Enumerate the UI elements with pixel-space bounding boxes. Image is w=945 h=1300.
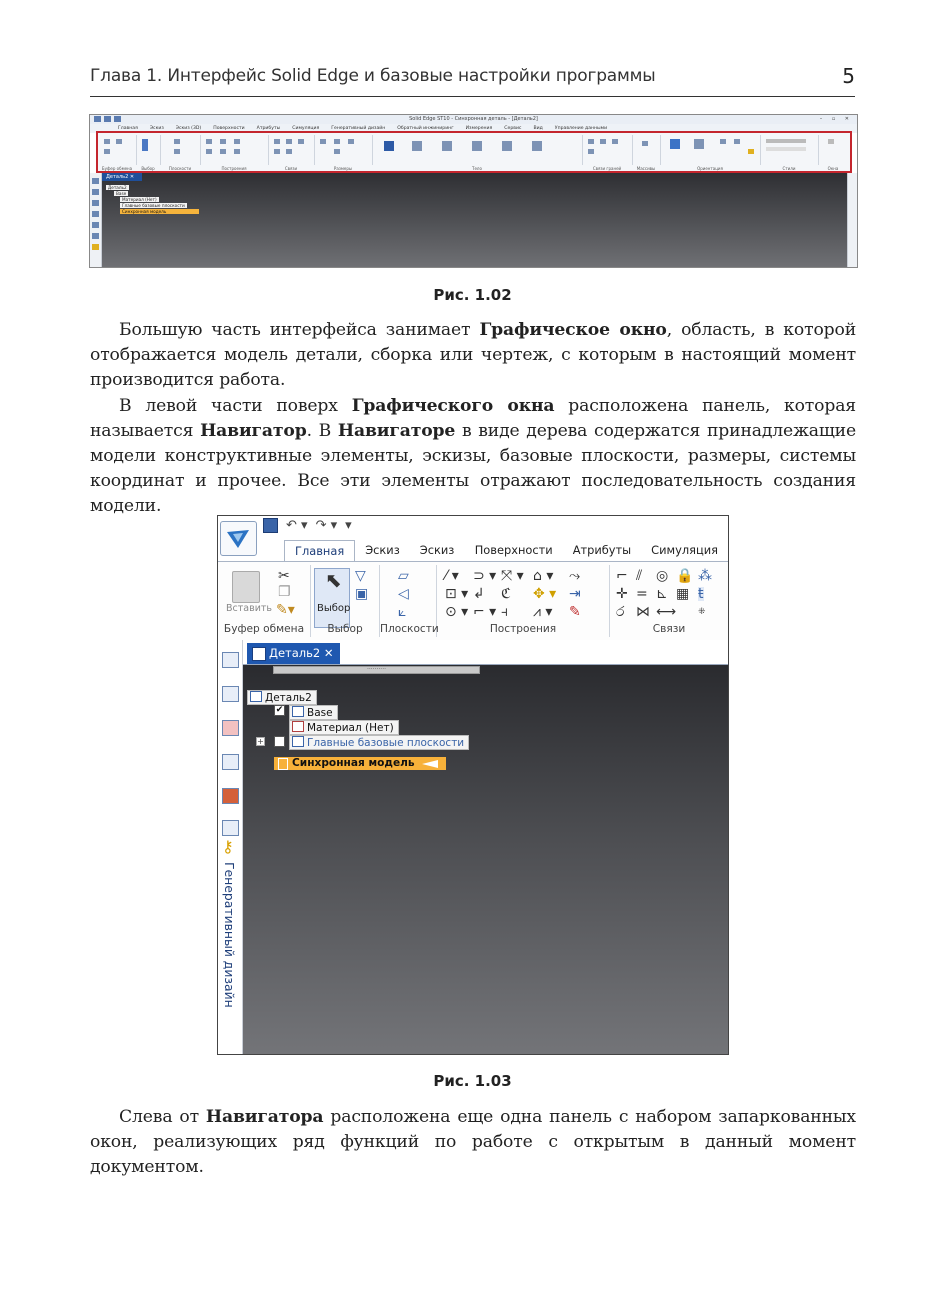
- undo-icon[interactable]: ↶ ▾: [286, 518, 308, 533]
- fig2-group: Окна: [818, 135, 848, 165]
- caption-fig-1-02: Рис. 1.02: [433, 286, 512, 304]
- dimension-icon[interactable]: ⤳: [569, 568, 581, 584]
- media-icon[interactable]: [222, 754, 239, 770]
- page-number: 5: [842, 64, 855, 88]
- tab-home[interactable]: Главная: [284, 540, 355, 561]
- select-button[interactable]: ⬉ Выбор: [314, 568, 350, 628]
- tangent-icon[interactable]: ර: [616, 604, 625, 620]
- tab-surfaces[interactable]: Поверхности: [474, 543, 553, 557]
- cursor-icon: ⬉: [325, 568, 342, 592]
- figure-1-02-screenshot: [89, 114, 858, 268]
- fig2-tab[interactable]: Поверхности: [213, 126, 245, 131]
- line-icon[interactable]: ⁄ ▾: [445, 568, 459, 584]
- fig2-tab[interactable]: Симуляция: [292, 126, 320, 131]
- copy-icon[interactable]: ❐: [278, 584, 291, 600]
- chapter-title: Глава 1. Интерфейс Solid Edge и базовые настройки программы: [90, 66, 656, 86]
- mirror-icon[interactable]: ⩘ ▾: [533, 604, 553, 620]
- fill-icon[interactable]: ⌂ ▾: [533, 568, 554, 584]
- fix-icon[interactable]: ▦: [676, 586, 690, 602]
- navigator-resize-bar[interactable]: ··········: [273, 666, 480, 674]
- group-label: Буфер обмена: [223, 623, 305, 635]
- quick-access-toolbar: [263, 518, 352, 533]
- group-clipboard: [218, 565, 311, 637]
- fig2-side-panel: [90, 173, 102, 267]
- fig2-ribbon-highlighted: [96, 131, 852, 173]
- caption-fig-1-03: Рис. 1.03: [433, 1072, 512, 1090]
- paragraph-1: Большую часть интерфейса занимает Графическое окно, область, в которой отображается модель детали, сборка или чертеж, с которым в настоящий момент производится работа.: [90, 320, 856, 390]
- fig2-group: Связи: [268, 135, 315, 165]
- format-painter-icon[interactable]: ✎▾: [276, 602, 295, 618]
- group-label: Связи: [652, 623, 686, 635]
- offset-icon[interactable]: ℭ: [501, 586, 511, 602]
- fig2-tree-node-sync[interactable]: Синхронная модель: [120, 209, 199, 214]
- maintain-relations-icon[interactable]: ŧ: [698, 586, 704, 602]
- color-icon[interactable]: [222, 788, 239, 804]
- fig2-group: Выбор: [136, 135, 161, 165]
- collinear-icon[interactable]: ⟷: [656, 604, 677, 620]
- fig2-group: Ориентация: [660, 135, 761, 165]
- fig2-group: Построения: [200, 135, 269, 165]
- fig2-tree-node[interactable]: Материал (Нет): [122, 197, 157, 202]
- tree-node-synchronous-model[interactable]: Синхронная модель: [274, 757, 446, 770]
- expand-icon[interactable]: +: [257, 737, 264, 746]
- symmetric-icon[interactable]: ⋈: [636, 604, 650, 620]
- base-checkbox[interactable]: ✔: [275, 705, 284, 715]
- generative-design-tab[interactable]: Генеративный дизайн: [222, 862, 237, 1008]
- fig2-title-bar: [90, 115, 857, 124]
- application-button[interactable]: [220, 521, 257, 556]
- relation-colors-icon[interactable]: ⁜: [698, 607, 706, 617]
- synchronous-icon: [278, 758, 288, 770]
- paste-button[interactable]: Вставить: [226, 603, 273, 614]
- fig2-tab[interactable]: Главная: [118, 126, 138, 131]
- docked-panel-bar: [218, 640, 243, 1054]
- tree-node-material[interactable]: Материал (Нет): [289, 720, 399, 735]
- fig2-tab[interactable]: Измерения: [465, 126, 493, 131]
- part-icon: [252, 647, 266, 661]
- fig2-tab[interactable]: Вид: [533, 126, 543, 131]
- save-icon[interactable]: [263, 518, 278, 533]
- fig2-group: Размеры: [314, 135, 373, 165]
- fig2-tab[interactable]: Атрибуты: [256, 126, 281, 131]
- fig2-document-tab[interactable]: Деталь2 ✕: [102, 173, 142, 181]
- fig2-group: Стили: [760, 135, 819, 165]
- fig2-tree-node[interactable]: Base: [116, 191, 127, 196]
- fig2-tab[interactable]: Эскиз: [149, 126, 164, 131]
- document-tab-bar: [243, 640, 728, 665]
- paragraph-2: В левой части поверх Графического окна расположена панель, которая называется Навигатор. В Навигаторе в виде дерева содержатся принадлежащие модели конструктивные элементы, эскизы, базовые плоскости, размеры, системы координат и прочее. Все эти элементы отражают последовательность создания модели.: [90, 396, 857, 516]
- connect-icon[interactable]: ✛: [616, 586, 628, 602]
- curve-icon[interactable]: ⤧ ▾: [501, 568, 524, 584]
- trim-icon[interactable]: ⌐ ▾: [473, 604, 497, 620]
- fig2-quick-access: [94, 116, 121, 122]
- plane-icon[interactable]: ▱: [398, 568, 409, 584]
- move-icon[interactable]: ✥ ▾: [533, 586, 557, 602]
- properties-icon[interactable]: [222, 820, 239, 836]
- select-tools-icon[interactable]: ▣: [355, 586, 369, 602]
- planes-checkbox[interactable]: [274, 736, 285, 747]
- extend-icon[interactable]: ⇥: [569, 586, 581, 602]
- fig2-tab[interactable]: Эскиз (3D): [175, 126, 202, 131]
- circle-icon[interactable]: ⊙ ▾: [445, 604, 469, 620]
- pen-icon[interactable]: ✎: [569, 604, 581, 620]
- redo-icon[interactable]: ↷ ▾: [315, 518, 338, 533]
- ribbon: [218, 561, 728, 641]
- filter-icon[interactable]: ▽: [355, 568, 366, 584]
- tab-sketch[interactable]: Эскиз: [365, 543, 400, 557]
- fig2-tab[interactable]: Обратный инжиниринг: [397, 126, 454, 131]
- split-icon[interactable]: ⫞: [501, 604, 508, 620]
- fig2-navigator-tree: [106, 185, 199, 215]
- fig2-tree-node[interactable]: Главные базовые плоскости: [122, 203, 185, 208]
- fig2-tab[interactable]: Управление данными: [554, 126, 608, 131]
- group-relations: [610, 565, 728, 637]
- ribbon-tabs: [284, 540, 728, 561]
- fig2-window-controls: – ▫ ✕: [819, 116, 853, 122]
- group-label: Построения: [489, 623, 557, 635]
- tree-node-part[interactable]: Деталь2: [247, 690, 317, 705]
- cut-icon[interactable]: ✂: [278, 568, 290, 584]
- document-tab[interactable]: Деталь2 ✕: [247, 643, 340, 664]
- group-label: Плоскости: [380, 623, 439, 635]
- layers-icon[interactable]: [222, 652, 239, 668]
- fig2-group: Тело: [372, 135, 583, 165]
- perpendicular-icon[interactable]: ⌐: [616, 568, 628, 584]
- arc-icon[interactable]: ⊃ ▾: [473, 568, 497, 584]
- concentric-icon[interactable]: ◎: [656, 568, 669, 584]
- tab-simulation[interactable]: Симуляция: [651, 543, 718, 557]
- group-label: Выбор: [327, 623, 363, 635]
- library-icon[interactable]: [222, 686, 239, 702]
- paragraph-3: Слева от Навигатора расположена еще одна панель с набором запаркованных окон, реализующих ряд функций по работе с открытым в данный момент документом.: [90, 1107, 856, 1177]
- key-icon[interactable]: ⚷: [222, 837, 234, 856]
- tab-sketch-3d[interactable]: Эскиз: [419, 543, 455, 557]
- customize-icon[interactable]: ▾: [345, 518, 352, 533]
- paste-icon[interactable]: [232, 571, 260, 603]
- fillet-icon[interactable]: ↲: [473, 586, 485, 602]
- fig2-tab[interactable]: Сервис: [504, 126, 522, 131]
- tree-node-base[interactable]: Base: [289, 705, 338, 720]
- fig2-group: Связи граней: [582, 135, 633, 165]
- plane-normal-icon[interactable]: ◁: [398, 586, 409, 602]
- group-select: [311, 565, 380, 637]
- end-marker-arrow-icon: [422, 760, 438, 768]
- page-header: [90, 64, 855, 97]
- tree-node-base-planes[interactable]: Главные базовые плоскости: [289, 735, 469, 750]
- lock-icon[interactable]: 🔒: [676, 568, 694, 584]
- graphic-window[interactable]: [243, 665, 728, 1054]
- coordinate-system-icon[interactable]: ⟀: [398, 604, 407, 620]
- fig2-group: Массивы: [632, 135, 661, 165]
- rectangle-icon[interactable]: ⊡ ▾: [445, 586, 469, 602]
- relation-handles-icon[interactable]: ⁂: [698, 568, 712, 584]
- fig2-tree-node[interactable]: Деталь2: [108, 185, 127, 190]
- figure-1-03-screenshot: [217, 515, 729, 1055]
- group-construction: [437, 565, 610, 637]
- fig2-graphic-window[interactable]: [102, 173, 847, 267]
- fig2-window-title: Solid Edge ST10 - Синхронная деталь - [Деталь2]: [409, 116, 538, 122]
- fig2-group: Буфер обмена: [98, 135, 137, 165]
- features-icon[interactable]: [222, 720, 239, 736]
- equal-icon[interactable]: =: [636, 586, 648, 602]
- horizontal-vertical-icon[interactable]: ⊾: [656, 586, 668, 602]
- group-planes: [380, 565, 437, 637]
- fig2-right-panel: [847, 173, 857, 267]
- parallel-icon[interactable]: ⫽: [636, 568, 643, 584]
- tab-attributes[interactable]: Атрибуты: [572, 543, 632, 557]
- fig2-tab[interactable]: Генеративный дизайн: [331, 126, 386, 131]
- fig2-group: Плоскости: [160, 135, 201, 165]
